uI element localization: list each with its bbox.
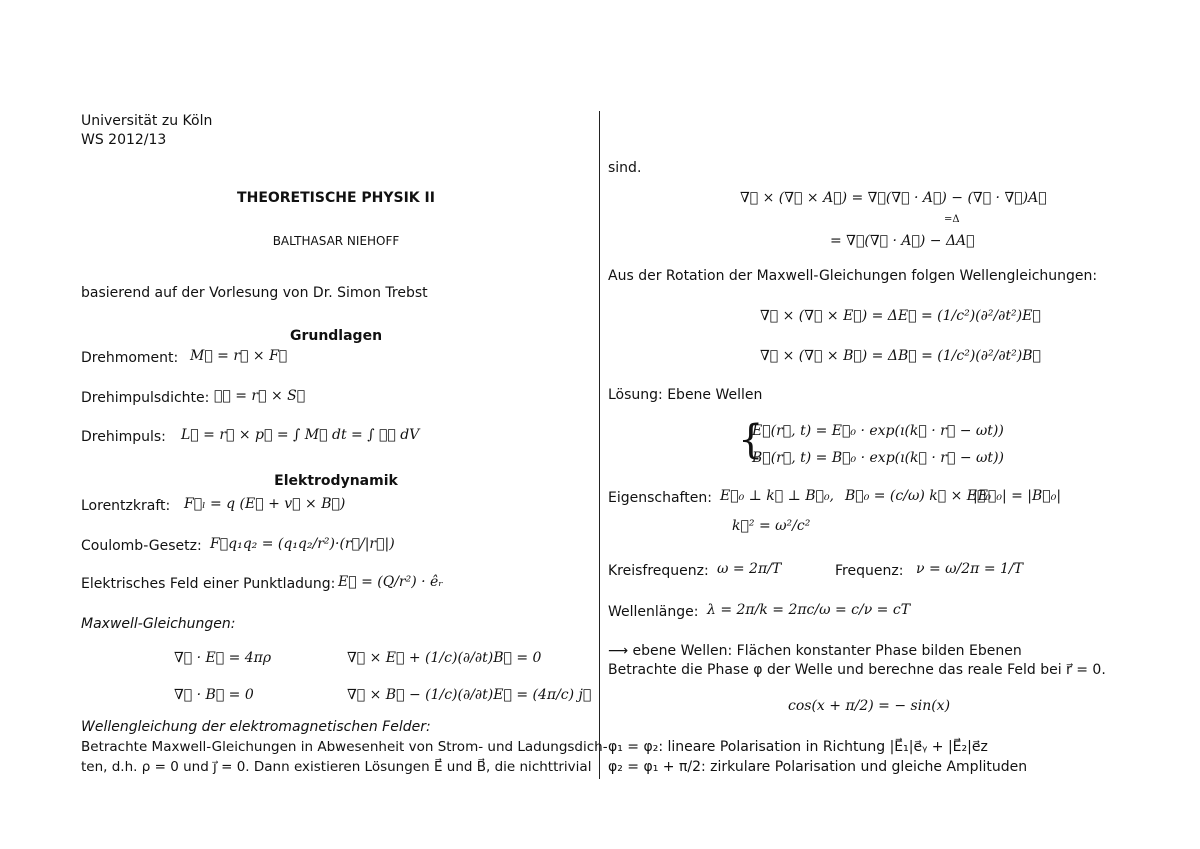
property-dispersion: k⃗² = ω²/c² [732,518,811,534]
paragraph-line-2: ten, d.h. ρ = 0 und j⃗ = 0. Dann existieren Lösungen E⃗ und B⃗, die nichttrivial [81,759,592,775]
continuation-text: sind. [608,160,642,176]
lorentz-equation: F⃗ₗ = q (E⃗ + v⃗ × B⃗) [184,496,346,512]
wave-equation-e: ∇⃗ × (∇⃗ × E⃗) = ΔE⃗ = (1/c²)(∂²/∂t²)E⃗ [760,308,1041,324]
property-amplitudes: |E⃗₀| = |B⃗₀| [973,488,1062,504]
lecture-basis: basierend auf der Vorlesung von Dr. Simon Trebst [81,285,428,301]
maxwell-equation-2: ∇⃗ × E⃗ + (1/c)(∂/∂t)B⃗ = 0 [347,650,542,666]
coulomb-equation: F⃗q₁q₂ = (q₁q₂/r²)·(r⃗/|r⃗|) [210,536,395,552]
property-b-field: B⃗₀ = (c/ω) k⃗ × E⃗₀ [845,488,992,504]
rotation-identity-line-1: ∇⃗ × (∇⃗ × A⃗) = ∇⃗(∇⃗ · A⃗) − (∇⃗ · ∇⃗)A⃗ [740,190,1047,206]
cosine-identity: cos(x + π/2) = − sin(x) [788,698,951,714]
document-title: THEORETISCHE PHYSIK II [237,190,435,206]
section-heading-grundlagen: Grundlagen [289,328,383,344]
rotation-identity-line-2: = ∇⃗(∇⃗ · A⃗) − ΔA⃗ [830,233,975,249]
wellenlaenge-label: Wellenlänge: [608,604,699,620]
section-heading-elektrodynamik: Elektrodynamik [274,473,398,489]
plane-wave-b: B⃗(r⃗, t) = B⃗₀ · exp(ı(k⃗ · r⃗ − ωt)) [752,450,1004,466]
paragraph-line-1: Betrachte Maxwell-Gleichungen in Abwesenheit von Strom- und Ladungsdich- [81,739,608,755]
drehimpuls-label: Drehimpuls: [81,429,166,445]
solution-heading: Lösung: Ebene Wellen [608,387,763,403]
coulomb-label: Coulomb-Gesetz: [81,538,202,554]
drehmoment-equation: M⃗ = r⃗ × F⃗ [190,348,288,364]
linear-polarization: φ₁ = φ₂: lineare Polarisation in Richtung |E⃗₁|e⃗ᵧ + |E⃗₂|e⃗z [608,739,988,755]
university-name: Universität zu Köln [81,113,213,129]
plane-waves-note: ⟶ ebene Wellen: Flächen konstanter Phase bilden Ebenen [608,643,1022,659]
maxwell-heading: Maxwell-Gleichungen: [81,616,236,632]
rotation-text: Aus der Rotation der Maxwell-Gleichungen folgen Wellengleichungen: [608,268,1098,284]
author-name: BALTHASAR NIEHOFF [272,234,400,248]
wellengleichung-heading: Wellengleichung der elektromagnetischen Felder: [81,719,431,735]
lorentz-label: Lorentzkraft: [81,498,171,514]
drehimpulsdichte-label: Drehimpulsdichte: [81,390,210,406]
column-divider [599,111,600,779]
semester: WS 2012/13 [81,132,167,148]
phase-note: Betrachte die Phase φ der Welle und berechne das reale Feld bei r⃗ = 0. [608,662,1106,678]
laplace-underbrace-note: =Δ [944,214,960,225]
kreisfrequenz-label: Kreisfrequenz: [608,563,709,579]
frequenz-equation: ν = ω/2π = 1/T [916,561,1023,577]
maxwell-equation-3: ∇⃗ · B⃗ = 0 [174,687,254,703]
circular-polarization: φ₂ = φ₁ + π/2: zirkulare Polarisation und gleiche Amplituden [608,759,1028,775]
properties-label: Eigenschaften: [608,490,712,506]
punktladung-label: Elektrisches Feld einer Punktladung: [81,576,336,592]
drehimpulsdichte-equation: ℓ⃗ = r⃗ × S⃗ [214,388,306,404]
system-brace: { [738,417,764,463]
frequenz-label: Frequenz: [835,563,904,579]
drehimpuls-equation: L⃗ = r⃗ × p⃗ = ∫ M⃗ dt = ∫ ℓ⃗ dV [181,427,420,443]
punktladung-equation: E⃗ = (Q/r²) · êᵣ [338,574,444,590]
wave-equation-b: ∇⃗ × (∇⃗ × B⃗) = ΔB⃗ = (1/c²)(∂²/∂t²)B⃗ [760,348,1041,364]
drehmoment-label: Drehmoment: [81,350,179,366]
property-orthogonality: E⃗₀ ⊥ k⃗ ⊥ B⃗₀, [720,488,835,504]
plane-wave-e: E⃗(r⃗, t) = E⃗₀ · exp(ı(k⃗ · r⃗ − ωt)) [752,423,1004,439]
kreisfrequenz-equation: ω = 2π/T [717,561,782,577]
wellenlaenge-equation: λ = 2π/k = 2πc/ω = c/ν = cT [707,602,911,618]
maxwell-equation-4: ∇⃗ × B⃗ − (1/c)(∂/∂t)E⃗ = (4π/c) j⃗ [347,687,592,703]
maxwell-equation-1: ∇⃗ · E⃗ = 4πρ [174,650,272,666]
